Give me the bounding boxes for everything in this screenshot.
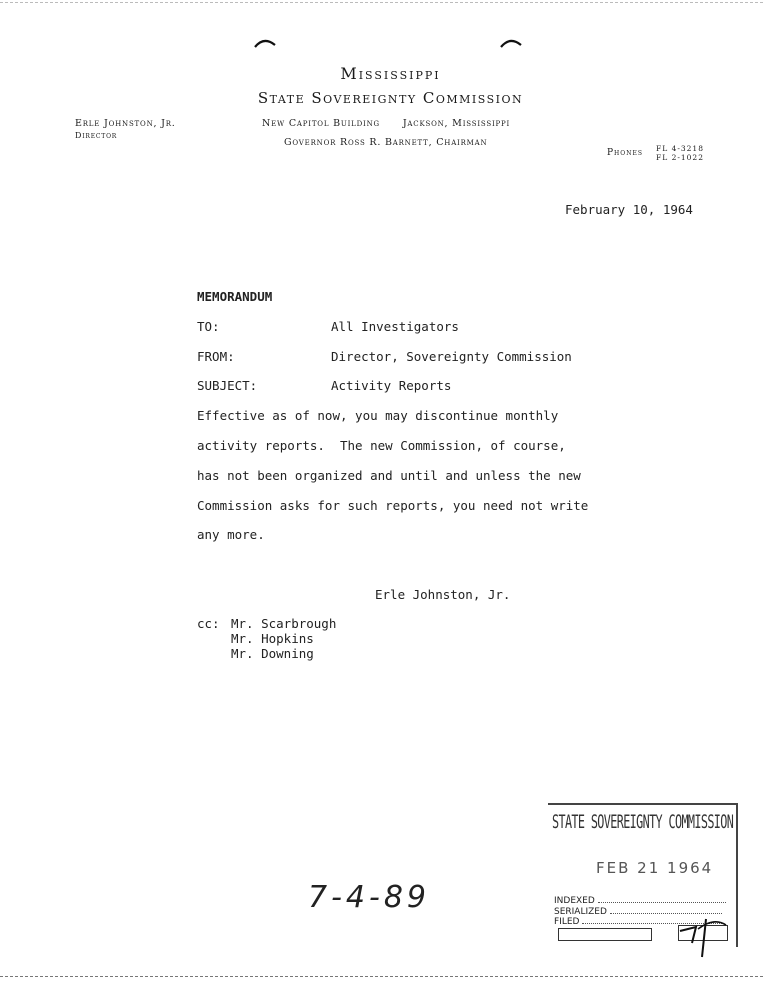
stamp-filed-label: FILED bbox=[554, 917, 580, 927]
stamp-indexed-row bbox=[554, 896, 726, 906]
cc-recipient: Mr. Downing bbox=[231, 646, 314, 661]
to-value: All Investigators bbox=[331, 319, 459, 334]
memo-heading: MEMORANDUM bbox=[197, 289, 273, 304]
punch-hole-mark-left bbox=[254, 33, 276, 43]
letterhead-director-name: Erle Johnston, Jr. bbox=[75, 118, 176, 129]
handwritten-file-number: 7-4-89 bbox=[308, 880, 430, 915]
body-line: any more. bbox=[197, 527, 265, 542]
body-line: activity reports. The new Commission, of course, bbox=[197, 438, 566, 453]
body-line: has not been organized and until and unless the new bbox=[197, 468, 581, 483]
body-line: Effective as of now, you may discontinue monthly bbox=[197, 408, 559, 423]
letter-date: February 10, 1964 bbox=[565, 202, 693, 217]
stamp-title: STATE SOVEREIGNTY COMMISSION bbox=[552, 811, 734, 833]
stamp-indexed-label: INDEXED bbox=[554, 896, 595, 906]
cc-label: cc: bbox=[197, 616, 220, 631]
stamp-date: FEB 21 1964 bbox=[596, 859, 714, 877]
subject-value: Activity Reports bbox=[331, 378, 452, 393]
stamp-box-left bbox=[558, 928, 652, 941]
cc-recipient: Mr. Scarbrough bbox=[231, 616, 337, 631]
phones-label: Phones bbox=[607, 148, 643, 158]
bottom-edge-line bbox=[0, 976, 763, 977]
stamp-indexed-line bbox=[598, 902, 726, 903]
stamp-handwritten-mark bbox=[676, 913, 732, 959]
punch-hole-mark-right bbox=[500, 33, 522, 43]
signature: Erle Johnston, Jr. bbox=[375, 587, 511, 602]
phone-number-1: FL 4-3218 bbox=[656, 144, 704, 153]
phone-number-2: FL 2-1022 bbox=[656, 153, 704, 162]
body-line: Commission asks for such reports, you need not write bbox=[197, 498, 589, 513]
from-value: Director, Sovereignty Commission bbox=[331, 349, 572, 364]
to-label: TO: bbox=[197, 319, 220, 334]
cc-recipient: Mr. Hopkins bbox=[231, 631, 314, 646]
letterhead-director-title: Director bbox=[75, 131, 118, 140]
letterhead-state: Mississippi bbox=[340, 64, 441, 83]
filing-stamp bbox=[548, 803, 738, 947]
letterhead-commission: State Sovereignty Commission bbox=[257, 89, 524, 107]
letterhead-governor: Governor Ross R. Barnett, Chairman bbox=[284, 137, 488, 148]
subject-label: SUBJECT: bbox=[197, 378, 258, 393]
top-edge-line bbox=[0, 2, 763, 3]
stamp-serialized-label: SERIALIZED bbox=[554, 907, 607, 917]
from-label: FROM: bbox=[197, 349, 235, 364]
letterhead-address: New Capitol Building Jackson, Mississippi bbox=[262, 118, 511, 129]
